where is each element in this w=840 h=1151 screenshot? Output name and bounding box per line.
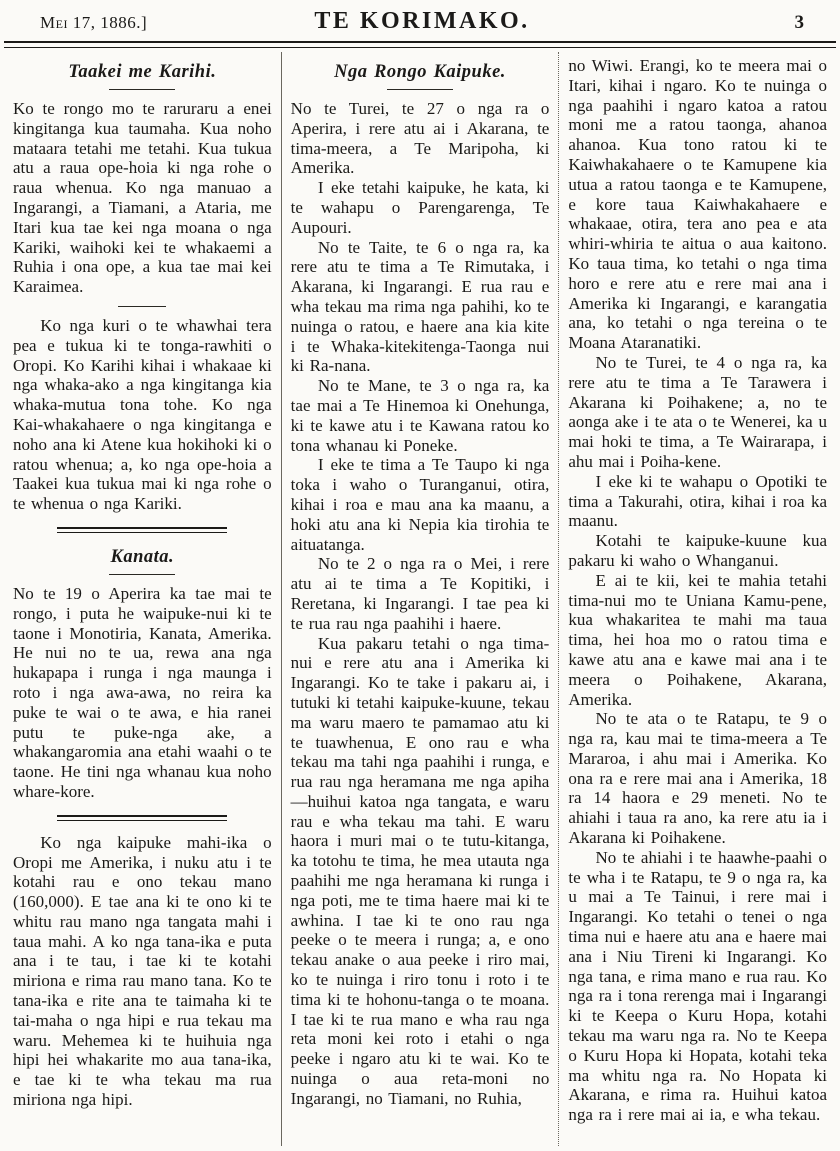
paragraph: No te Turei, te 4 o nga ra, ka rere atu te tima a Te Tarawera i Akarana ki Poihakene; a, no te aonga ake i te ata o te Wenerei, ka u mai hoki te tima, a Te Wairarapa, i ahu mai i Poiha-kene.	[568, 352, 828, 471]
paragraph: No te Taite, te 6 o nga ra, ka rere atu te tima a Te Rimutaka, i Akarana, ki Ingarangi. E rua rau e wha tekau ma rima nga pahihi, ko te nuinga o ratou, e haere ana kia kite i te Whaka-kitekitenga-Taonga nui ki Ra-nana.	[290, 237, 550, 376]
article-divider	[57, 815, 227, 821]
paragraph: No te Mane, te 3 o nga ra, ka tae mai a Te Hinemoa ki Onehunga, ki te kawe atu i te Kawana ratou ko tona whanau ki Poneke.	[290, 376, 550, 455]
paragraph: Kua pakaru tetahi o nga tima-nui e rere atu ana i Amerika ki Ingarangi. Ko te take i pakaru ai, i tutuki ki tetahi kaipuke-kuune, tekau ma waru maero te pamamao atu ki te tuawhenua, E ono rau e wha tekau ma tahi nga paahihi i runga, e rua rau nga heramana me nga apiha—huihui katoa nga tangata, e waru rau e wha tekau ma tahi. E waru haora i muri mai o te tutu-kitanga, ka totohu te tima, he mea utauta nga paahihi me nga heramana ki runga i nga poti, me te tima haere mai ki te awhina. I tae ki te ono rau nga peeke o te meera i runga; a, e ono tekau anake o aua peeke i riro mai, ko te nuinga i riro tonu i roto i te tima ki te hohonu-tanga o te moana. I tae ki te rua mano e wha rau nga reta moni kei roto i etahi o nga peeke i ngaro atu ki te wai. Ko te nuinga o aua reta-moni no Ingarangi, no Tiamani, no Ruhia,	[290, 633, 550, 1108]
paragraph-divider	[118, 306, 166, 307]
paragraph: No te ata o te Ratapu, te 9 o nga ra, kau mai te tima-meera a Te Mararoa, i ahu mai i Amerika. Ko ona ra e rere mai ana i Amerika, 18 ra 14 haora e 29 meneti. No te ahiahi i taua ra ano, ka rere atu ia i Akarana ki Poihakene.	[568, 709, 828, 848]
heading-rule	[109, 89, 175, 90]
paragraph: I eke ki te wahapu o Opotiki te tima a Takurahi, otira, kihai i roa ka maanu.	[568, 471, 828, 531]
article-heading-nga-rongo-kaipuke: Nga Rongo Kaipuke.	[334, 62, 506, 82]
heading-rule	[387, 89, 453, 90]
paragraph: I eke te tima a Te Taupo ki nga toka i waho o Turanganui, otira, kihai i roa e mau ana ka maanu, a hoki atu ana ki Nepia kia tirohia te aituatanga.	[290, 455, 550, 554]
column-2	[281, 52, 559, 1146]
page-number: 3	[794, 12, 804, 33]
issue-date: Mei 17, 1886.]	[40, 13, 148, 32]
article-divider	[57, 527, 227, 533]
paragraph-continuation: no Wiwi. Erangi, ko te meera mai o Itari, kihai i ngaro. Ko te nuinga o nga paahihi i ngaro katoa a ratou moni me a ratou taonga, ahanoa ahanoa. Kua tono ratou ki te Kaiwhakahaere o te Kamupene kia utua a ratou taonga e te Kamupene, e kore taua Kaiwhakahaere e whakaae, otira, tera ano pea e ata whiri-whiria te aitua o aua kaitono. Ko taua tima, ko tetahi o nga tima horo e rere atu e rere mai ana i Amerika ki Ingarangi, e karangatia ana, ko tetahi o nga tereina o te Moana Ataranatiki.	[568, 56, 828, 353]
paragraph: No te 2 o nga ra o Mei, i rere atu ai te tima a Te Kopitiki, i Reretana, ki Ingarangi. I tae pea ki te rua rau nga paahihi i haere.	[290, 554, 550, 633]
column-3	[558, 52, 836, 1146]
heading-rule	[109, 574, 175, 575]
article-heading-taakei-me-karihi: Taakei me Karihi.	[68, 62, 217, 82]
paragraph: Ko nga kuri o te whawhai tera pea e tukua ki te tonga-rawhiti o Oropi. Ko Karihi kihai i whakaae ki nga whaka-ako a nga kingitanga kia whaka-mutua tona tohe. Ko nga Kai-whakahaere o nga kingitanga e noho ana ki Atene kua hokihoki ki o ratou whenua; a, ko nga ope-hoia a Taakei kua tukua mai ki nga rohe o te whenua o nga Kariki.	[13, 315, 272, 514]
masthead-rule	[4, 41, 836, 48]
newspaper-title: TE KORIMAKO.	[314, 8, 530, 34]
paragraph: No te Turei, te 27 o nga ra o Aperira, i rere atu ai i Akarana, te tima-meera, a Te Maripoha, ki Amerika.	[290, 99, 550, 178]
paragraph: No te 19 o Aperira ka tae mai te rongo, i puta he waipuke-nui ki te taone i Monotiria, Kanata, Amerika. He nui no te ua, rewa ana nga hukapapa i runga i nga maunga i roto i nga awa-awa, no reira ka puke te wai o te awa, e hia ranei putu te puke-nga ake, a whakangaromia ana etahi waahi o te taone. He tini nga whanau kua noho whare-kore.	[13, 583, 272, 801]
column-container	[0, 48, 840, 1146]
paragraph: Kotahi te kaipuke-kuune kua pakaru ki waho o Whanganui.	[568, 531, 828, 570]
paragraph: I eke tetahi kaipuke, he kata, ki te wahapu o Parengarenga, Te Aupouri.	[290, 178, 550, 237]
column-1	[4, 52, 281, 1146]
paragraph: Ko te rongo mo te raruraru a enei kingitanga kua taumaha. Kua noho mataara tetahi me tetahi. Kua tukua atu a raua ope-hoia ki nga rohe o raua whenua. Ko nga manuao a Ingarangi, a Tiamani, a Ataria, me Itari kua tae kei nga moana o nga Kariki, waihoki kei te whakaemi a Ruhia i ona ope, a kua tae mai kei Karaimea.	[13, 99, 272, 297]
paragraph: No te ahiahi i te haawhe-paahi o te wha i te Ratapu, te 9 o nga ra, ka u mai a Te Tainui, i rere mai i Ingarangi. Ko tetahi o tenei o nga tima nui e haere atu ana e haere mai ana i Niu Tireni ki Ingarangi. Ko nga tana, e rima mano e rua rau. Ko nga ra i tona rerenga mai i Ingarangi ki te Keepa o Kuru Hopa, kotahi tekau ma waru nga ra. No te Keepa o Kuru Hopa ki Hopata, kotahi teka ma whitu nga ra. No Hopata ki Akarana, e rima ra. Huihui katoa nga ra i rere mai ai ia, e wha tekau.	[568, 847, 828, 1125]
masthead	[0, 0, 840, 39]
paragraph: E ai te kii, kei te mahia tetahi tima-nui mo te Uniana Kamu-pene, kua whakaritea te mahi ma taua tima, hei hoa mo o ratou tima e kawe atu ana e kawe mai ana i te meera o Poihakene, Akarana, Amerika.	[568, 570, 828, 709]
paragraph: Ko nga kaipuke mahi-ika o Oropi me Amerika, i nuku atu i te kotahi rau e ono tekau mano (160,000). E tae ana ki te ono ki te whitu rau mano nga tangata mahi i taua mahi. A ko nga tana-ika e puta ana i te tau, i tae ki te kotahi miriona e rima rau mano tana. Ko te tana-ika e rite ana te taimaha ki te tai-maha o nga hipi e rua tekau ma waru. Mehemea ki te huihuia nga hipi hei whakarite mo aua tana-ika, e tae ki te wha tekau ma rua miriona nga hipi.	[13, 832, 272, 1110]
article-heading-kanata: Kanata.	[110, 546, 175, 567]
